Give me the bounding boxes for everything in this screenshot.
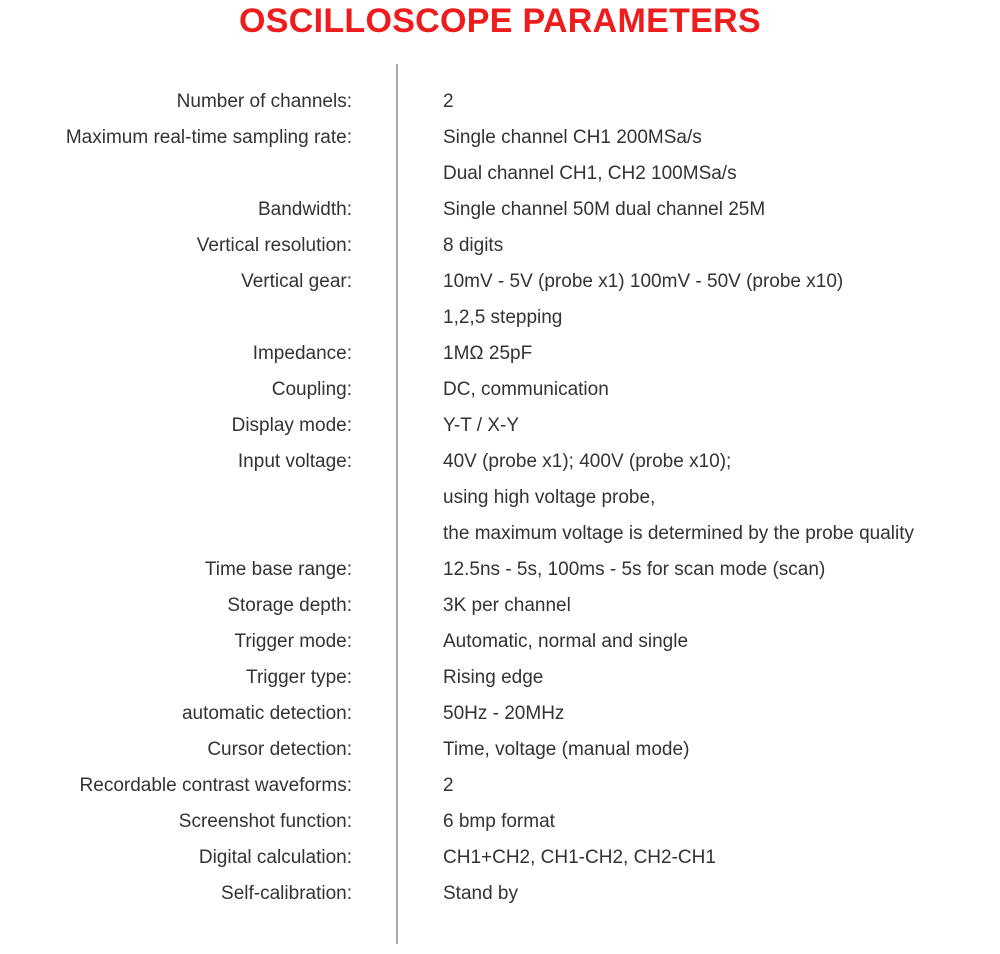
spec-label: Vertical resolution:	[196, 235, 352, 256]
spec-row-number-of-channels	[0, 84, 1000, 120]
spec-row-impedance	[0, 336, 1000, 372]
spec-label: Screenshot function:	[178, 811, 352, 832]
spec-label: Self-calibration:	[221, 883, 352, 904]
spec-values	[443, 768, 454, 804]
spec-label: Number of channels:	[176, 91, 352, 112]
spec-values	[443, 804, 555, 840]
spec-label: Cursor detection:	[207, 739, 352, 760]
spec-row-screenshot-function	[0, 804, 1000, 840]
spec-value: Time, voltage (manual mode)	[443, 739, 690, 760]
spec-values	[443, 192, 765, 228]
spec-label: Display mode:	[231, 415, 352, 436]
spec-values	[443, 336, 532, 372]
spec-values	[443, 228, 503, 264]
spec-values	[443, 624, 688, 660]
spec-values	[443, 408, 519, 444]
spec-value: using high voltage probe,	[443, 487, 656, 508]
spec-row-storage-depth	[0, 588, 1000, 624]
spec-values	[443, 696, 564, 732]
spec-row-coupling	[0, 372, 1000, 408]
spec-values	[443, 372, 609, 408]
spec-label: Bandwidth:	[257, 199, 352, 220]
spec-value: 40V (probe x1); 400V (probe x10);	[443, 451, 732, 472]
spec-row-digital-calculation	[0, 840, 1000, 876]
spec-row-self-calibration	[0, 876, 1000, 912]
spec-row-automatic-detection	[0, 696, 1000, 732]
spec-row-trigger-mode	[0, 624, 1000, 660]
spec-values	[443, 732, 689, 768]
spec-label: Trigger type:	[246, 667, 352, 688]
spec-row-sampling-rate	[0, 120, 1000, 192]
spec-label: Input voltage:	[237, 451, 352, 472]
spec-label: Recordable contrast waveforms:	[79, 775, 352, 796]
spec-row-trigger-type	[0, 660, 1000, 696]
page-title: OSCILLOSCOPE PARAMETERS	[239, 2, 761, 40]
spec-label: automatic detection:	[181, 703, 352, 724]
spec-row-display-mode	[0, 408, 1000, 444]
spec-value: 1MΩ 25pF	[443, 343, 533, 364]
spec-row-input-voltage	[0, 444, 1000, 552]
spec-value: Single channel CH1 200MSa/s	[443, 127, 702, 148]
spec-label: Impedance:	[252, 343, 352, 364]
spec-values	[443, 660, 543, 696]
spec-values	[443, 840, 716, 876]
spec-row-vertical-gear	[0, 264, 1000, 336]
spec-label: Digital calculation:	[198, 847, 352, 868]
spec-value: Automatic, normal and single	[443, 631, 689, 652]
spec-value: Y-T / X-Y	[443, 415, 520, 436]
spec-value: the maximum voltage is determined by the probe quality	[443, 523, 915, 544]
spec-value: Stand by	[443, 883, 518, 904]
spec-value: 50Hz - 20MHz	[443, 703, 565, 724]
spec-row-vertical-resolution	[0, 228, 1000, 264]
spec-values	[443, 84, 454, 120]
spec-value: Dual channel CH1, CH2 100MSa/s	[443, 163, 737, 184]
spec-value: DC, communication	[443, 379, 609, 400]
spec-values	[443, 120, 737, 192]
spec-row-time-base-range	[0, 552, 1000, 588]
spec-label: Coupling:	[271, 379, 352, 400]
spec-table	[0, 84, 1000, 912]
spec-label: Time base range:	[204, 559, 352, 580]
spec-value: 12.5ns - 5s, 100ms - 5s for scan mode (scan)	[443, 559, 826, 580]
spec-value: CH1+CH2, CH1-CH2, CH2-CH1	[443, 847, 716, 868]
spec-values	[443, 588, 571, 624]
spec-label: Vertical gear:	[241, 271, 352, 292]
spec-value: 2	[443, 91, 454, 112]
spec-value: Single channel 50M dual channel 25M	[443, 199, 766, 220]
spec-values	[443, 552, 825, 588]
spec-values	[443, 444, 914, 552]
spec-value: 8 digits	[443, 235, 504, 256]
spec-value: 1,2,5 stepping	[443, 307, 563, 328]
spec-value: 10mV - 5V (probe x1) 100mV - 50V (probe x10)	[443, 271, 844, 292]
spec-label: Maximum real-time sampling rate:	[65, 127, 352, 148]
spec-value: 3K per channel	[443, 595, 571, 616]
spec-value: 2	[443, 775, 454, 796]
spec-row-contrast-waveforms	[0, 768, 1000, 804]
spec-row-cursor-detection	[0, 732, 1000, 768]
spec-value: 6 bmp format	[443, 811, 555, 832]
spec-row-bandwidth	[0, 192, 1000, 228]
spec-values	[443, 264, 843, 336]
spec-value: Rising edge	[443, 667, 544, 688]
spec-values	[443, 876, 518, 912]
spec-label: Storage depth:	[227, 595, 352, 616]
spec-label: Trigger mode:	[234, 631, 352, 652]
